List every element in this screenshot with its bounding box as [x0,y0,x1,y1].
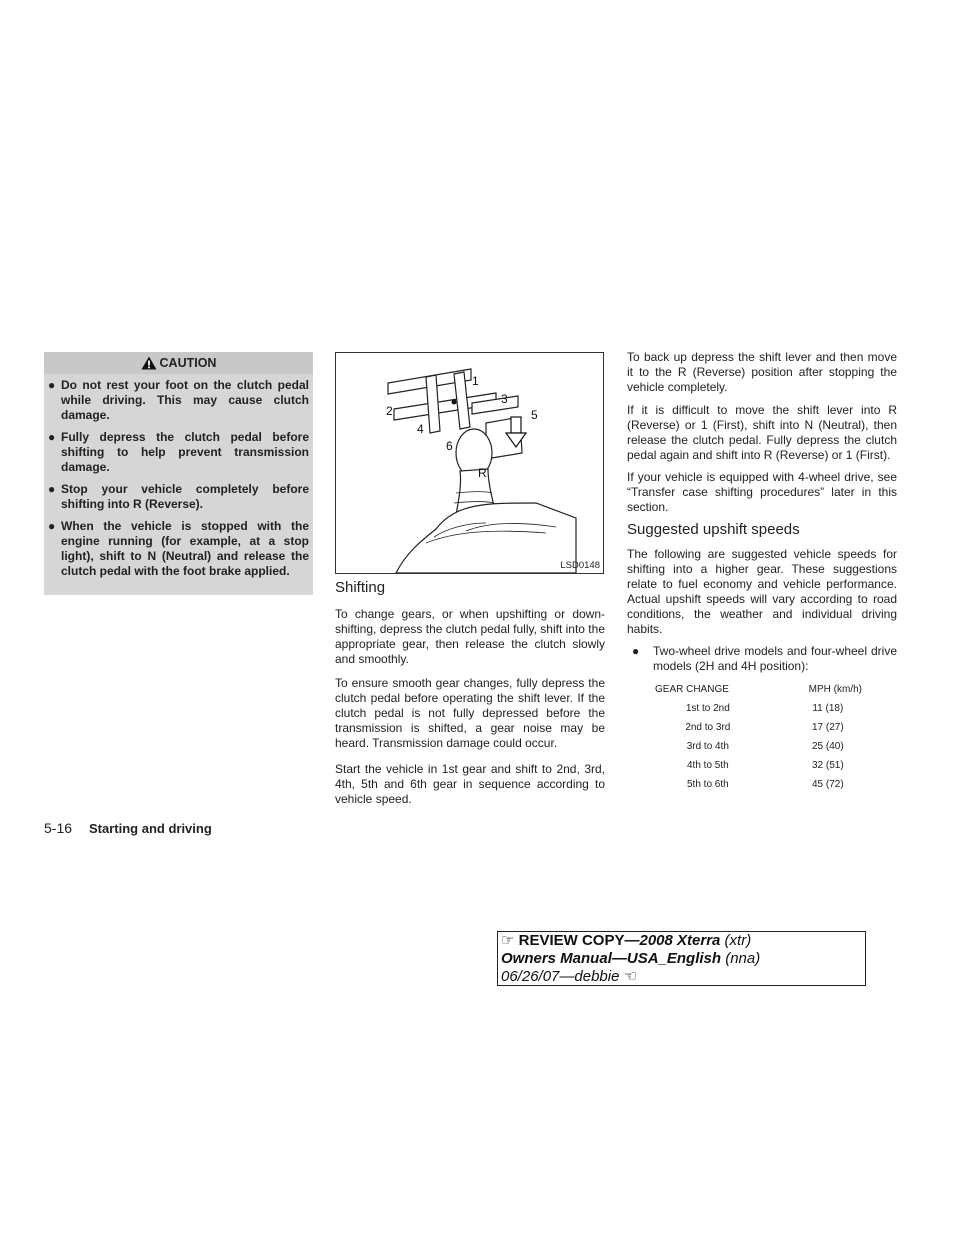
table-row: 5th to 6th 45 (72) [686,779,844,790]
shifting-paragraph: To ensure smooth gear changes, fully depress the clutch pedal before operating the shift lever. If the clutch pedal is not fully depressed before the transmission is shifted, a gear noise may be heard. Transmission damage could occur. [335,676,605,750]
shifting-paragraph: To change gears, or when upshifting or down-shifting, depress the clutch pedal fully, shift into the appropriate gear, then release the clutch slowly and smoothly. [335,607,605,666]
review-line-1: ☞ REVIEW COPY—2008 Xterra (xtr) [501,932,752,949]
page-number: 5-16 [44,820,73,836]
upshift-speed-table [640,680,880,794]
upshift-paragraph: The following are suggested vehicle speeds for shifting into a higher gear. These suggestions relate to fuel economy and vehicle performance. Actual upshift speeds will vary according to road conditions, the weather and individual driving habits. [627,547,897,636]
caution-item: ● When the vehicle is stopped with the engine running (for example, at a stop light), shift to N (Neutral) and release the clutch pedal with the foot brake applied. [48,519,309,578]
gear-label-3: 3 [501,392,508,406]
gear-label-2: 2 [386,404,393,418]
figure-code: LSD0148 [560,560,600,571]
caution-item: ● Fully depress the clutch pedal before shifting to help prevent transmission damage. [48,430,309,474]
review-line-3: 06/26/07—debbie ☜ [501,968,638,985]
table-row: 4th to 5th 32 (51) [686,760,844,771]
pointing-hand-right-icon: ☞ [501,932,515,949]
upshift-heading: Suggested upshift speeds [627,521,800,538]
table-row: 1st to 2nd 11 (18) [685,703,844,714]
shifting-paragraph: Start the vehicle in 1st gear and shift to 2nd, 3rd, 4th, 5th and 6th gear in sequence according to vehicle speed. [335,762,605,806]
table-header-row [640,680,880,699]
header-gear-change: GEAR CHANGE [655,684,729,695]
pointing-hand-left-icon: ☜ [623,968,638,985]
header-mph: MPH (km/h) [808,684,863,695]
gear-label-1: 1 [472,374,479,388]
caution-box [44,352,313,595]
caution-item: ● Do not rest your foot on the clutch pedal while driving. This may cause clutch damage. [48,378,309,422]
shift-pattern-illustration [336,353,603,573]
four-wheel-paragraph: If your vehicle is equipped with 4-wheel drive, see “Transfer case shifting procedures” later in this section. [627,470,897,514]
difficulty-paragraph: If it is difficult to move the shift lever into R (Reverse) or 1 (First), shift into N (Neutral), then release the clutch pedal. Fully depress the clutch pedal again and shift into R (Reverse) or 1 (First). [627,403,897,462]
warning-icon [141,356,157,370]
caution-list [44,378,313,586]
review-line-2: Owners Manual—USA_English (nna) [501,950,761,967]
review-copy-box [497,931,866,986]
section-name: Starting and driving [89,821,212,836]
gear-label-r: R [478,466,487,480]
table-row: 3rd to 4th 25 (40) [686,741,844,752]
gear-label-5: 5 [531,408,538,422]
gear-label-6: 6 [446,439,453,453]
caution-header [44,352,313,374]
caution-item: ● Stop your vehicle completely before shifting into R (Reverse). [48,482,309,511]
shift-pattern-figure [335,352,604,574]
reverse-paragraph: To back up depress the shift lever and then move it to the R (Reverse) position after stopping the vehicle completely. [627,350,897,394]
caution-title: CAUTION [159,356,217,370]
shifting-heading: Shifting [335,579,386,596]
gear-label-4: 4 [417,422,424,436]
table-row: 2nd to 3rd 17 (27) [685,722,844,733]
